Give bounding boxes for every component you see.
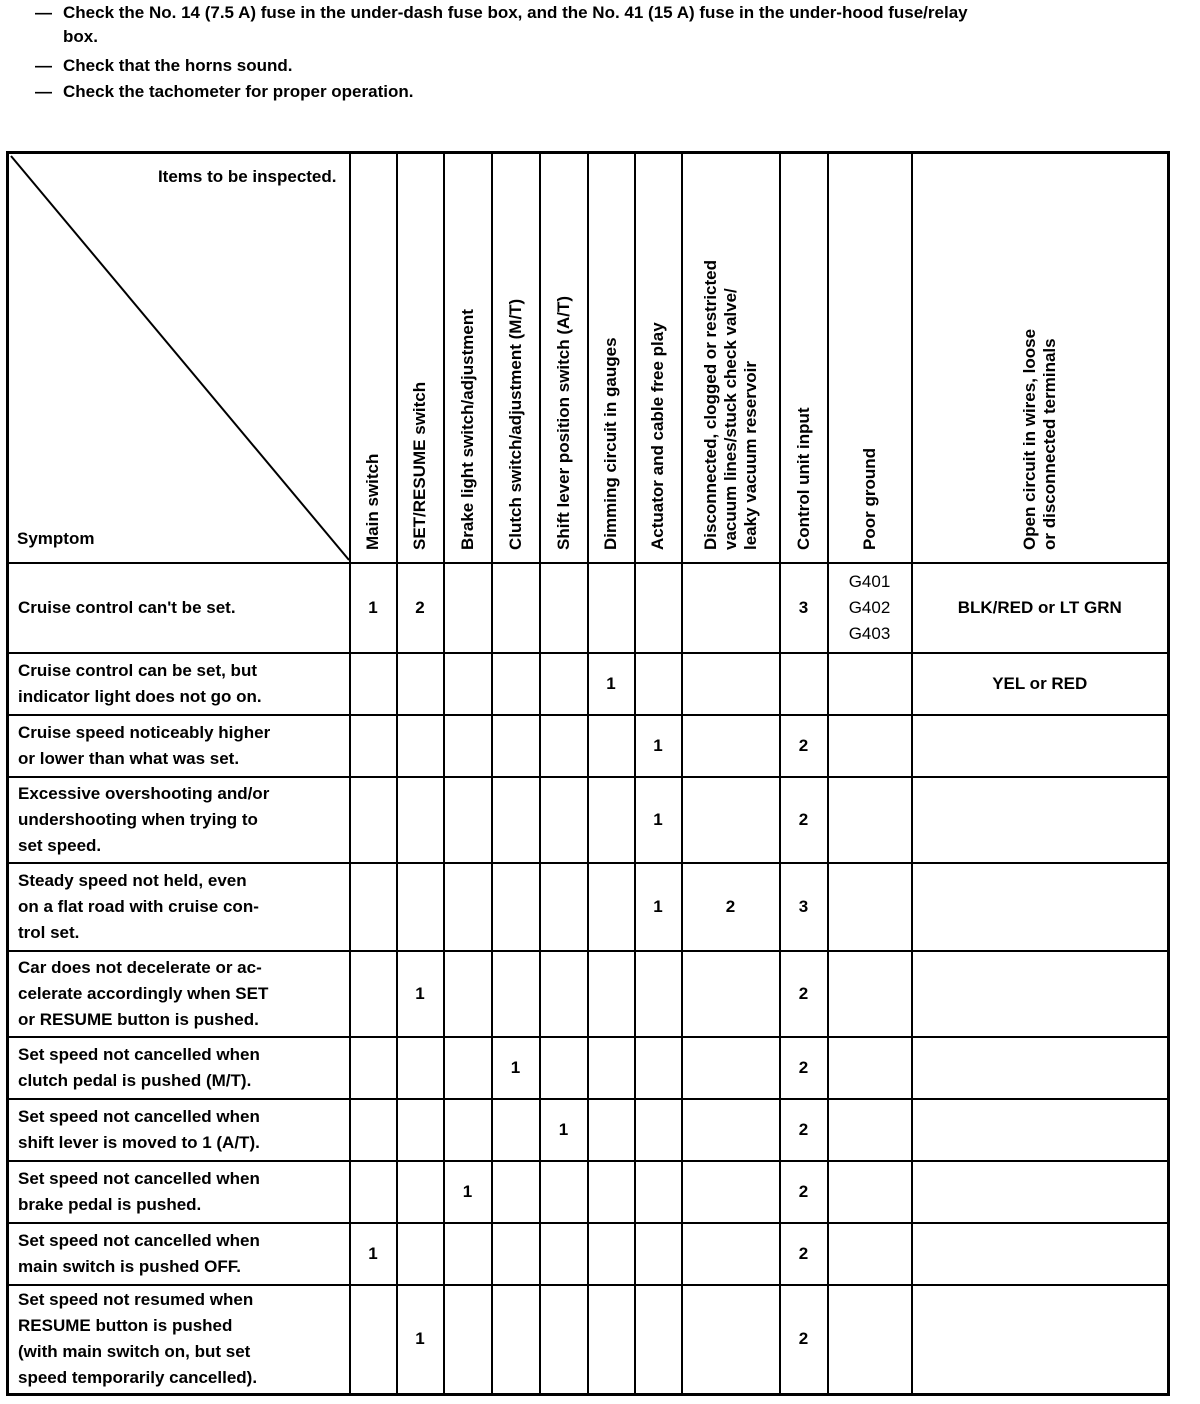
- priority-cell: [682, 1223, 780, 1285]
- priority-cell: [588, 1161, 635, 1223]
- priority-cell: [682, 777, 780, 863]
- priority-cell: [492, 951, 540, 1037]
- wire-cell: [912, 951, 1169, 1037]
- ground-cell: [828, 1223, 912, 1285]
- priority-cell: [780, 653, 828, 715]
- priority-cell: [540, 1161, 588, 1223]
- priority-cell: 1: [635, 715, 682, 777]
- column-header-label: Dimming circuit in gauges: [601, 337, 620, 550]
- priority-cell: [682, 951, 780, 1037]
- priority-cell: [350, 1037, 397, 1099]
- priority-cell: 3: [780, 563, 828, 653]
- priority-cell: [350, 1161, 397, 1223]
- priority-cell: 2: [780, 1223, 828, 1285]
- priority-cell: [540, 653, 588, 715]
- column-header: [780, 153, 828, 563]
- column-header: [912, 153, 1169, 563]
- column-header-label: SET/RESUME switch: [410, 381, 429, 550]
- priority-cell: 2: [780, 777, 828, 863]
- diagonal-divider: [9, 154, 351, 562]
- ground-cell: [828, 653, 912, 715]
- table-row: [8, 1161, 1169, 1223]
- priority-cell: [444, 1223, 492, 1285]
- priority-cell: [492, 1099, 540, 1161]
- symptom-cell: Cruise speed noticeably higher or lower than what was set.: [8, 715, 350, 777]
- column-header: [588, 153, 635, 563]
- priority-cell: [492, 777, 540, 863]
- priority-cell: 2: [780, 1099, 828, 1161]
- priority-cell: [397, 653, 444, 715]
- priority-cell: [492, 1161, 540, 1223]
- symptom-cell: Steady speed not held, even on a flat road with cruise con- trol set.: [8, 863, 350, 951]
- priority-cell: [397, 1161, 444, 1223]
- troubleshooting-table: [6, 151, 1170, 1396]
- priority-cell: 1: [397, 1285, 444, 1395]
- note-dash: —: [35, 3, 52, 22]
- priority-cell: 2: [780, 1037, 828, 1099]
- priority-cell: [682, 563, 780, 653]
- column-header: [350, 153, 397, 563]
- column-header: [444, 153, 492, 563]
- ground-cell: [828, 1099, 912, 1161]
- wire-cell: BLK/RED or LT GRN: [912, 563, 1169, 653]
- priority-cell: [635, 1099, 682, 1161]
- wire-cell: [912, 1285, 1169, 1395]
- priority-cell: [588, 1223, 635, 1285]
- priority-cell: [350, 715, 397, 777]
- priority-cell: [540, 1223, 588, 1285]
- table-row: [8, 863, 1169, 951]
- priority-cell: [635, 1223, 682, 1285]
- priority-cell: [588, 563, 635, 653]
- priority-cell: [635, 1037, 682, 1099]
- priority-cell: [492, 863, 540, 951]
- table-row: [8, 777, 1169, 863]
- note-fuse-continued: box.: [63, 27, 98, 46]
- wire-cell: [912, 777, 1169, 863]
- column-header-label: Actuator and cable free play: [648, 322, 667, 550]
- wire-cell: YEL or RED: [912, 653, 1169, 715]
- note-text: Check the No. 14 (7.5 A) fuse in the under-dash fuse box, and the No. 41 (15 A) fuse in the under-hood fuse/relay: [63, 3, 968, 22]
- priority-cell: 2: [780, 1161, 828, 1223]
- table-row: [8, 1285, 1169, 1395]
- priority-cell: [444, 863, 492, 951]
- priority-cell: [540, 715, 588, 777]
- column-header: [397, 153, 444, 563]
- priority-cell: [444, 951, 492, 1037]
- ground-cell: [828, 1285, 912, 1395]
- priority-cell: 2: [780, 951, 828, 1037]
- priority-cell: 1: [444, 1161, 492, 1223]
- priority-cell: [350, 777, 397, 863]
- priority-cell: [540, 951, 588, 1037]
- priority-cell: [682, 653, 780, 715]
- priority-cell: 2: [682, 863, 780, 951]
- wire-cell: [912, 1037, 1169, 1099]
- table-row: [8, 951, 1169, 1037]
- priority-cell: [682, 1161, 780, 1223]
- priority-cell: 2: [780, 1285, 828, 1395]
- wire-cell: [912, 1161, 1169, 1223]
- priority-cell: [350, 1099, 397, 1161]
- table-row: [8, 1223, 1169, 1285]
- priority-cell: [397, 1099, 444, 1161]
- priority-cell: [444, 715, 492, 777]
- column-header-label: Clutch switch/adjustment (M/T): [505, 298, 525, 550]
- priority-cell: [588, 951, 635, 1037]
- ground-cell: [828, 863, 912, 951]
- priority-cell: [444, 563, 492, 653]
- priority-cell: [635, 1285, 682, 1395]
- priority-cell: 1: [492, 1037, 540, 1099]
- column-header-label: Open circuit in wires, loose or disconnected terminals: [1019, 328, 1059, 550]
- header-row: [8, 153, 1169, 563]
- corner-label-symptom: Symptom: [17, 528, 95, 548]
- priority-cell: [588, 1099, 635, 1161]
- column-header-label: Control unit input: [793, 407, 813, 550]
- priority-cell: [350, 653, 397, 715]
- symptom-cell: Set speed not resumed when RESUME button is pushed (with main switch on, but set speed temporarily cancelled).: [8, 1285, 350, 1395]
- priority-cell: [588, 1285, 635, 1395]
- column-header: [828, 153, 912, 563]
- symptom-cell: Set speed not cancelled when shift lever is moved to 1 (A/T).: [8, 1099, 350, 1161]
- priority-cell: 1: [540, 1099, 588, 1161]
- symptom-cell: Excessive overshooting and/or undershooting when trying to set speed.: [8, 777, 350, 863]
- table-row: [8, 715, 1169, 777]
- corner-label-items: Items to be inspected.: [157, 167, 337, 186]
- table-row: [8, 563, 1169, 653]
- priority-cell: [635, 1161, 682, 1223]
- column-header: [682, 153, 780, 563]
- column-header-label: Shift lever position switch (A/T): [553, 295, 573, 550]
- table-row: [8, 1037, 1169, 1099]
- column-header: [635, 153, 682, 563]
- priority-cell: [350, 1285, 397, 1395]
- priority-cell: [588, 777, 635, 863]
- ground-cell: [828, 1037, 912, 1099]
- priority-cell: [588, 863, 635, 951]
- priority-cell: 3: [780, 863, 828, 951]
- priority-cell: [350, 951, 397, 1037]
- priority-cell: 1: [397, 951, 444, 1037]
- priority-cell: 1: [635, 863, 682, 951]
- priority-cell: [635, 563, 682, 653]
- priority-cell: [682, 1037, 780, 1099]
- priority-cell: [540, 863, 588, 951]
- priority-cell: [682, 715, 780, 777]
- note-text: Check that the horns sound.: [63, 56, 293, 75]
- ground-cell: G401 G402 G403: [828, 563, 912, 653]
- column-header-label: Brake light switch/adjustment: [457, 309, 477, 550]
- ground-cell: [828, 1161, 912, 1223]
- priority-cell: [397, 1037, 444, 1099]
- priority-cell: [635, 653, 682, 715]
- priority-cell: [492, 1223, 540, 1285]
- priority-cell: [540, 1285, 588, 1395]
- corner-header: [8, 153, 350, 563]
- priority-cell: [540, 1037, 588, 1099]
- priority-cell: [635, 951, 682, 1037]
- priority-cell: 1: [350, 563, 397, 653]
- priority-cell: [397, 1223, 444, 1285]
- table-body: [8, 563, 1169, 1395]
- table-row: [8, 1099, 1169, 1161]
- wire-cell: [912, 863, 1169, 951]
- symptom-cell: Cruise control can be set, but indicator light does not go on.: [8, 653, 350, 715]
- priority-cell: [397, 715, 444, 777]
- wire-cell: [912, 1223, 1169, 1285]
- priority-cell: [588, 1037, 635, 1099]
- priority-cell: [492, 653, 540, 715]
- column-header: [492, 153, 540, 563]
- column-header-label: Disconnected, clogged or restricted vacuum lines/stuck check valve/ leaky vacuum reservoir: [700, 259, 760, 550]
- symptom-cell: Set speed not cancelled when brake pedal is pushed.: [8, 1161, 350, 1223]
- column-header: [540, 153, 588, 563]
- wire-cell: [912, 715, 1169, 777]
- priority-cell: [444, 1099, 492, 1161]
- symptom-cell: Set speed not cancelled when clutch pedal is pushed (M/T).: [8, 1037, 350, 1099]
- note-dash: —: [35, 56, 52, 75]
- ground-cell: [828, 715, 912, 777]
- priority-cell: [492, 1285, 540, 1395]
- priority-cell: 2: [397, 563, 444, 653]
- priority-cell: [397, 777, 444, 863]
- priority-cell: 2: [780, 715, 828, 777]
- priority-cell: [492, 563, 540, 653]
- wire-cell: [912, 1099, 1169, 1161]
- priority-cell: [350, 863, 397, 951]
- symptom-cell: Set speed not cancelled when main switch is pushed OFF.: [8, 1223, 350, 1285]
- priority-cell: [540, 563, 588, 653]
- priority-cell: [492, 715, 540, 777]
- symptom-cell: Car does not decelerate or ac- celerate accordingly when SET or RESUME button is pushed.: [8, 951, 350, 1037]
- priority-cell: 1: [350, 1223, 397, 1285]
- column-header-label: Poor ground: [859, 448, 879, 550]
- priority-cell: [444, 777, 492, 863]
- priority-cell: [444, 1037, 492, 1099]
- symptom-cell: Cruise control can't be set.: [8, 563, 350, 653]
- priority-cell: [444, 653, 492, 715]
- priority-cell: [682, 1285, 780, 1395]
- priority-cell: [588, 715, 635, 777]
- priority-cell: [444, 1285, 492, 1395]
- priority-cell: [682, 1099, 780, 1161]
- column-header-label: Main switch: [363, 453, 382, 550]
- priority-cell: [397, 863, 444, 951]
- ground-cell: [828, 951, 912, 1037]
- priority-cell: 1: [635, 777, 682, 863]
- priority-cell: 1: [588, 653, 635, 715]
- note-text: Check the tachometer for proper operation.: [63, 82, 414, 101]
- note-dash: —: [35, 82, 52, 101]
- priority-cell: [540, 777, 588, 863]
- ground-cell: [828, 777, 912, 863]
- table-row: [8, 653, 1169, 715]
